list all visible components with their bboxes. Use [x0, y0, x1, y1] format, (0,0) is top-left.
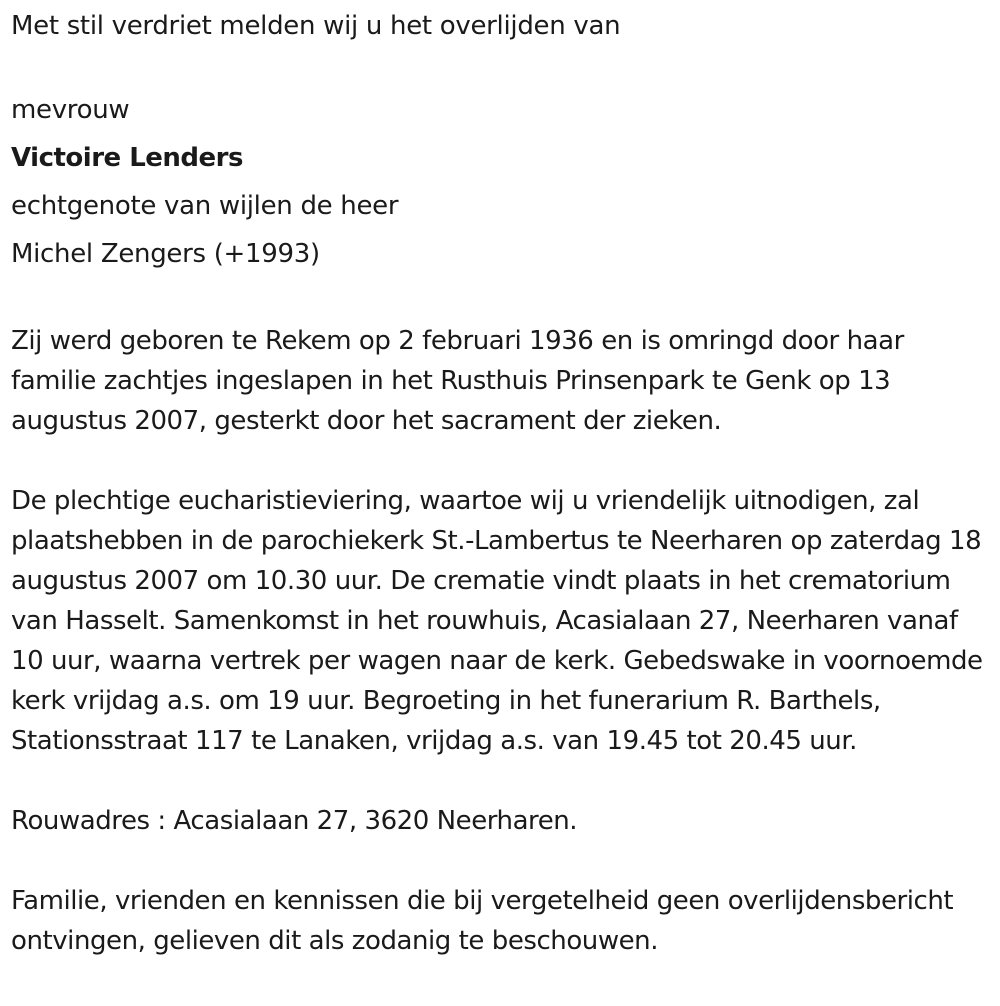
- spouse-name: Michel Zengers (+1993): [11, 239, 320, 269]
- honorific: mevrouw: [11, 95, 130, 125]
- deceased-block: [11, 86, 996, 278]
- ceremony-paragraph: De plechtige eucharistieviering, waartoe wij u vriendelijk uitnodigen, zal plaatshebben in de parochiekerk St.-Lambertus te Neerharen op zaterdag 18 augustus 2007 om 10.30 uur. De crematie vindt plaats in het crematorium van Hasselt. Samenkomst in het rouwhuis, Acasialaan 27, Neerharen vanaf 10 uur, waarna vertrek per wagen naar de kerk. Gebedswake in voornoemde kerk vrijdag a.s. om 19 uur. Begroeting in het funerarium R. Barthels, Stationsstraat 117 te Lanaken, vrijdag a.s. van 19.45 tot 20.45 uur.: [11, 486, 983, 756]
- obituary-notice: [11, 0, 996, 961]
- deceased-name: Victoire Lenders: [11, 143, 243, 173]
- intro-text: Met stil verdriet melden wij u het overlijden van: [11, 11, 621, 41]
- relation-text: echtgenote van wijlen de heer: [11, 191, 399, 221]
- birth-paragraph: Zij werd geboren te Rekem op 2 februari 1936 en is omringd door haar familie zachtjes ingeslapen in het Rusthuis Prinsenpark te Genk op 13 augustus 2007, gesterkt door het sacrament der zieken.: [11, 326, 904, 436]
- address-paragraph: Rouwadres : Acasialaan 27, 3620 Neerharen.: [11, 806, 578, 836]
- closing-paragraph: Familie, vrienden en kennissen die bij vergetelheid geen overlijdensbericht ontvingen, gelieven dit als zodanig te beschouwen.: [11, 886, 954, 956]
